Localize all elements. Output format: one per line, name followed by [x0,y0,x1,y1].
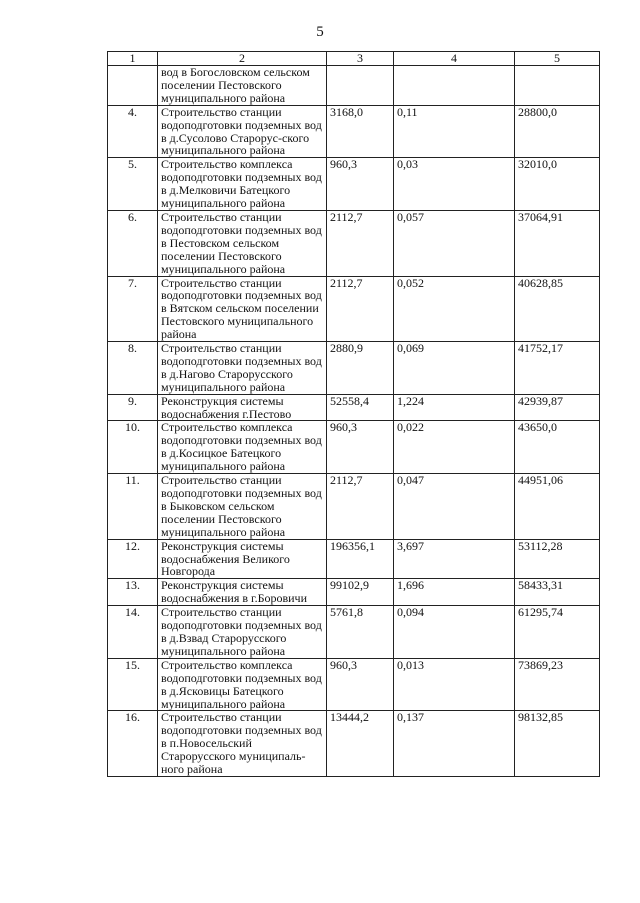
table-row [108,539,600,579]
row-number: 15. [108,658,158,711]
row-number: 5. [108,158,158,211]
row-col5: 44951,06 [515,474,600,540]
row-col4: 1,696 [394,579,515,606]
row-col4: 0,057 [394,210,515,276]
row-name: Строительство станции водоподготовки подземных вод в д.Взвад Старорусского муниципального района [158,606,327,659]
row-col4 [394,66,515,106]
row-col5: 43650,0 [515,421,600,474]
row-col3: 960,3 [327,158,394,211]
row-col4: 0,047 [394,474,515,540]
row-col4: 0,137 [394,711,515,777]
table-row [108,105,600,158]
row-number: 9. [108,394,158,421]
row-col4: 1,224 [394,394,515,421]
table-row [108,394,600,421]
row-name: Строительство станции водоподготовки подземных вод в д.Сусолово Старорус-ского муниципального района [158,105,327,158]
table-row [108,606,600,659]
row-col3: 13444,2 [327,711,394,777]
row-name: Реконструкция системы водоснабжения Великого Новгорода [158,539,327,579]
row-name: Реконструкция системы водоснабжения г.Пестово [158,394,327,421]
table-row [108,276,600,342]
row-number: 16. [108,711,158,777]
table-row [108,474,600,540]
table-row [108,711,600,777]
row-col4: 3,697 [394,539,515,579]
row-col5: 98132,85 [515,711,600,777]
row-number: 6. [108,210,158,276]
row-name: Строительство станции водоподготовки подземных вод в Вятском сельском поселении Пестовского муниципального района [158,276,327,342]
row-col3: 2112,7 [327,474,394,540]
row-col4: 0,069 [394,342,515,395]
row-col5: 53112,28 [515,539,600,579]
table-row [108,421,600,474]
table-row-continuation [108,66,600,106]
row-col4: 0,052 [394,276,515,342]
row-name: вод в Богословском сельском поселении Пестовского муниципального района [158,66,327,106]
row-col4: 0,11 [394,105,515,158]
row-col5: 73869,23 [515,658,600,711]
row-col5: 32010,0 [515,158,600,211]
row-col3: 5761,8 [327,606,394,659]
row-col5: 58433,31 [515,579,600,606]
table-row [108,158,600,211]
header-cell-3: 3 [327,52,394,66]
row-name: Реконструкция системы водоснабжения в г.Боровичи [158,579,327,606]
header-cell-1: 1 [108,52,158,66]
row-name: Строительство комплекса водоподготовки подземных вод в д.Ясковицы Батецкого муниципального района [158,658,327,711]
row-name: Строительство станции водоподготовки подземных вод в п.Новосельский Старорусского муниципаль-ного района [158,711,327,777]
data-table [107,51,600,777]
row-name: Строительство станции водоподготовки подземных вод в Пестовском сельском поселении Пестовского муниципального района [158,210,327,276]
header-cell-2: 2 [158,52,327,66]
row-number: 4. [108,105,158,158]
row-col3: 3168,0 [327,105,394,158]
table-row [108,210,600,276]
row-col4: 0,03 [394,158,515,211]
row-col3: 960,3 [327,658,394,711]
row-col3 [327,66,394,106]
row-col3: 52558,4 [327,394,394,421]
row-number: 13. [108,579,158,606]
row-col5: 61295,74 [515,606,600,659]
row-col4: 0,013 [394,658,515,711]
row-name: Строительство станции водоподготовки подземных вод в д.Нагово Старорусского муниципального района [158,342,327,395]
row-col3: 2112,7 [327,276,394,342]
row-col5: 37064,91 [515,210,600,276]
row-number: 8. [108,342,158,395]
row-number: 10. [108,421,158,474]
row-col5: 40628,85 [515,276,600,342]
row-col3: 2112,7 [327,210,394,276]
header-cell-5: 5 [515,52,600,66]
table-row [108,342,600,395]
table-row [108,579,600,606]
table-row [108,658,600,711]
row-col4: 0,022 [394,421,515,474]
row-number: 14. [108,606,158,659]
row-name: Строительство комплекса водоподготовки подземных вод в д.Косицкое Батецкого муниципального района [158,421,327,474]
row-col4: 0,094 [394,606,515,659]
row-number [108,66,158,106]
row-number: 12. [108,539,158,579]
header-row [108,52,600,66]
row-col5: 28800,0 [515,105,600,158]
row-col5: 41752,17 [515,342,600,395]
row-number: 11. [108,474,158,540]
row-col5: 42939,87 [515,394,600,421]
row-col3: 196356,1 [327,539,394,579]
row-name: Строительство комплекса водоподготовки подземных вод в д.Мелковичи Батецкого муниципального района [158,158,327,211]
row-col3: 99102,9 [327,579,394,606]
row-name: Строительство станции водоподготовки подземных вод в Быковском сельском поселении Пестовского муниципального района [158,474,327,540]
row-col3: 960,3 [327,421,394,474]
header-cell-4: 4 [394,52,515,66]
row-number: 7. [108,276,158,342]
page-number: 5 [316,24,324,40]
row-col3: 2880,9 [327,342,394,395]
row-col5 [515,66,600,106]
